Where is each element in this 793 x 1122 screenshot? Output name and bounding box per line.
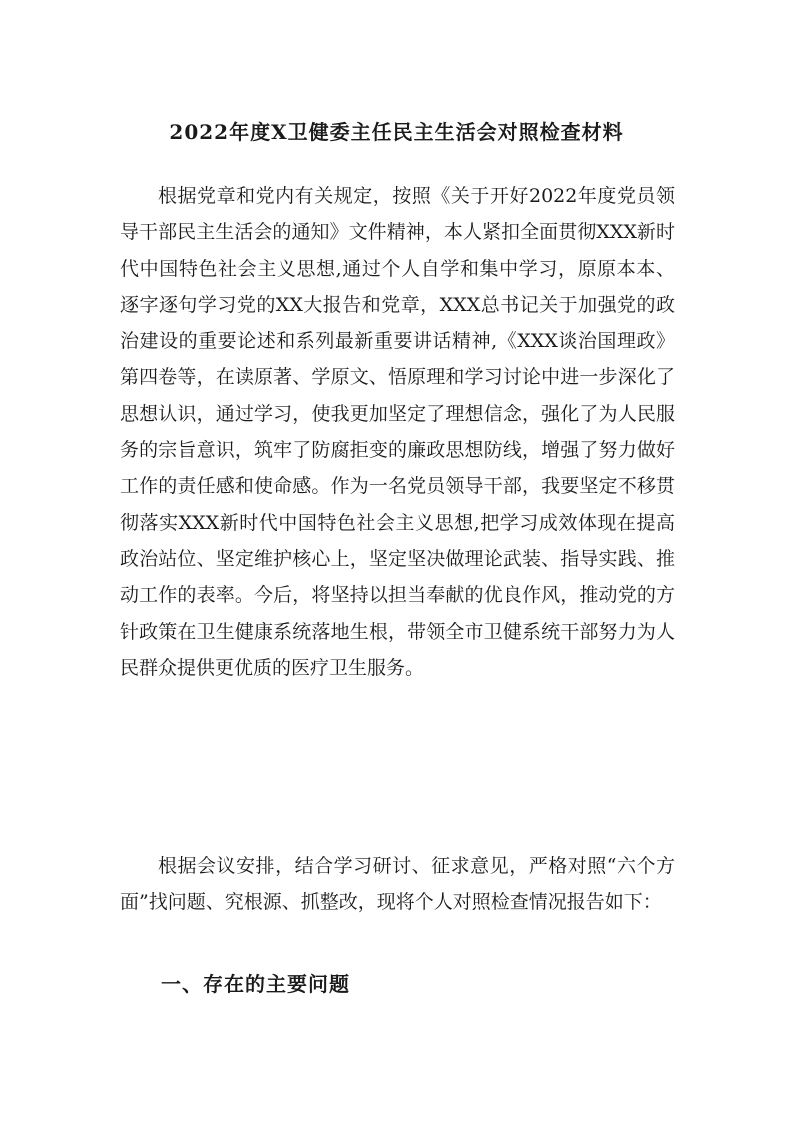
section-heading: 一、存在的主要问题 [161, 972, 350, 996]
document-title: 2022年度X卫健委主任民主生活会对照检查材料 [169, 120, 624, 144]
paragraph-intro: 根据党章和党内有关规定，按照《关于开好2022年度党员领导干部民主生活会的通知》文件精神，本人紧扣全面贯彻XXX新时代中国特色社会主义思想,通过个人自学和集中学习，原原本本、逐字逐句学习党的XX大报告和党章，XXX总书记关于加强党的政治建设的重要论述和系列最新重要讲话精神,《XXX谈治国理政》第四卷等，在读原著、学原文、悟原理和学习讨论中进一步深化了思想认识，通过学习，使我更加坚定了理想信念，强化了为人民服务的宗旨意识，筑牢了防腐拒变的廉政思想防线，增强了努力做好工作的责任感和使命感。作为一名党员领导干部，我要坚定不移贯彻落实XXX新时代中国特色社会主义思想,把学习成效体现在提高政治站位、坚定维护核心上，坚定坚决做理论武装、指导实践、推动工作的表率。今后，将坚持以担当奉献的优良作风，推动党的方针政策在卫生健康系统落地生根，带领全市卫健系统干部努力为人民群众提供更优质的医疗卫生服务。 [120, 185, 675, 679]
paragraph-arrangement: 根据会议安排，结合学习研讨、征求意见，严格对照“六个方面”找问题、究根源、抓整改，现将个人对照检查情况报告如下： [120, 855, 675, 914]
